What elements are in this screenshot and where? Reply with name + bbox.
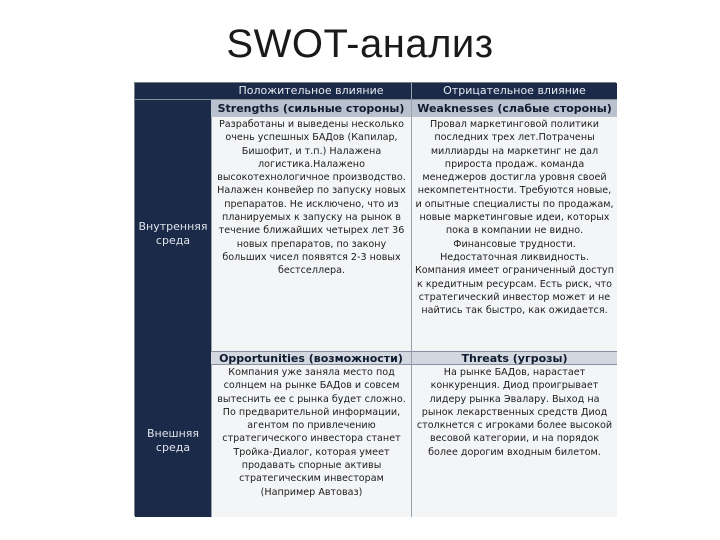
header-positive: Положительное влияние	[211, 83, 411, 99]
internal-environment-label: Внутренняя среда	[135, 117, 211, 351]
middle-corner	[135, 351, 211, 365]
page-title: SWOT-анализ	[226, 22, 494, 66]
swot-table	[134, 82, 616, 516]
weaknesses-text: Провал маркетинговой политики последних трех лет.Потрачены миллиарды на маркетинг не дал прироста продаж. команда менеджеров достигла уровня своей некомпетентности. Требуются новые, и опытные специалисты по продажам, новые маркетинговые идеи, которых пока в компании не видно. Финансовые трудности. Недостаточная ликвидность. Компания имеет ограниченный доступ к кредитным ресурсам. Есть риск, что стратегический инвестор может и не найтись так быстро, как ожидается.	[411, 117, 617, 351]
subheader-corner	[135, 99, 211, 117]
opportunities-header: Opportunities (возможности)	[211, 351, 411, 365]
weaknesses-header: Weaknesses (слабые стороны)	[411, 99, 617, 117]
header-negative: Отрицательное влияние	[411, 83, 617, 99]
external-environment-label: Внешняя среда	[135, 365, 211, 517]
strengths-header: Strengths (сильные стороны)	[211, 99, 411, 117]
threats-text: На рынке БАДов, нарастает конкуренция. Диод проигрывает лидеру рынка Эвалару. Выход на рынок лекарственных средств Диод столкнется с игроками более высокой весовой категории, и на порядок более дорогим входным билетом.	[411, 365, 617, 517]
header-corner	[135, 83, 211, 99]
threats-header: Threats (угрозы)	[411, 351, 617, 365]
opportunities-text: Компания уже заняла место под солнцем на рынке БАДов и совсем вытеснить ее с рынка будет сложно. По предварительной информации, агентом по привлечению стратегического инвестора станет Тройка-Диалог, которая умеет продавать спорные активы стратегическим инвесторам (Например Автоваз)	[211, 365, 411, 517]
strengths-text: Разработаны и выведены несколько очень успешных БАДов (Капилар, Бишофит, и т.п.) Налажена логистика.Налажено высокотехнологичное производство. Налажен конвейер по запуску новых препаратов. Не исключено, что из планируемых к запуску на рынок в течение ближайших четырех лет 36 новых препаратов, по закону больших чисел появятся 2-3 новых бестселлера.	[211, 117, 411, 351]
